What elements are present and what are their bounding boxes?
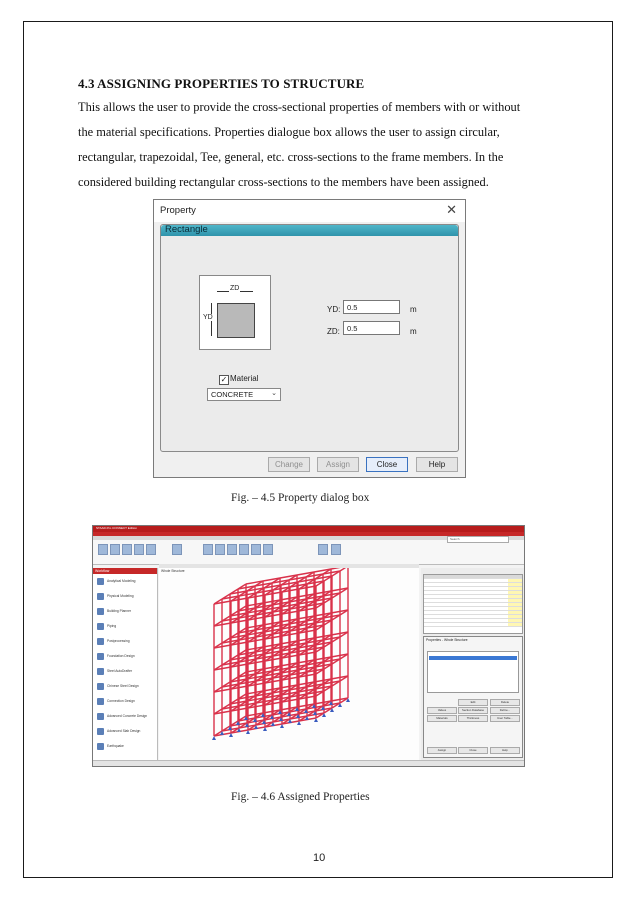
- page-number: 10: [313, 852, 326, 864]
- rectangle-section-shape: [217, 303, 255, 338]
- tool-icon[interactable]: [239, 544, 249, 555]
- selected-property-row[interactable]: [429, 656, 517, 660]
- delete-button[interactable]: Delete: [490, 699, 520, 706]
- sidebar-item[interactable]: [95, 591, 155, 603]
- sidebar-item-label: Earthquake: [107, 744, 124, 748]
- tool-icon[interactable]: [227, 544, 237, 555]
- section-heading: 4.3 ASSIGNING PROPERTIES TO STRUCTURE: [78, 76, 365, 91]
- tool-icon[interactable]: [263, 544, 273, 555]
- material-select-value: CONCRETE: [211, 390, 254, 399]
- material-cell: [508, 587, 522, 590]
- tool-icon[interactable]: [146, 544, 156, 555]
- material-label: Material: [230, 374, 259, 383]
- tool-icon[interactable]: [172, 544, 182, 555]
- staad-screenshot: [92, 525, 525, 767]
- tool-icon[interactable]: [251, 544, 261, 555]
- sidebar-item[interactable]: [95, 651, 155, 663]
- sidebar-item-label: Analytical Modeling: [107, 579, 136, 583]
- values-button[interactable]: Values: [427, 707, 457, 714]
- define-button[interactable]: Define...: [490, 707, 520, 714]
- model-viewport[interactable]: [159, 568, 419, 760]
- workflow-icon: [97, 743, 104, 750]
- material-cell: [508, 599, 522, 602]
- material-cell: [508, 607, 522, 610]
- tool-icon[interactable]: [110, 544, 120, 555]
- workflow-icon: [97, 623, 104, 630]
- yd-field[interactable]: 0.5: [343, 300, 400, 314]
- materials-button[interactable]: Materials: [427, 715, 457, 722]
- workflow-icon: [97, 593, 104, 600]
- tool-icon[interactable]: [318, 544, 328, 555]
- sidebar-item[interactable]: [95, 666, 155, 678]
- material-cell: [508, 583, 522, 586]
- material-cell: [508, 591, 522, 594]
- yd-unit: m: [410, 305, 417, 314]
- user-table-button[interactable]: User Table...: [490, 715, 520, 722]
- window-title: STAAD.Pro CONNECT Edition: [96, 526, 137, 530]
- zd-dimension-label: ZD: [230, 285, 240, 292]
- sidebar-item[interactable]: [95, 696, 155, 708]
- close-icon[interactable]: ✕: [446, 202, 457, 217]
- sidebar-item-label: Advanced Slab Design: [107, 729, 141, 733]
- workflow-icon: [97, 608, 104, 615]
- sidebar-item[interactable]: [95, 681, 155, 693]
- assign-button[interactable]: Assign: [427, 747, 457, 754]
- section-paragraph: [78, 95, 540, 195]
- material-cell: [508, 579, 522, 582]
- sidebar-item-label: Piping: [107, 624, 117, 628]
- sidebar-item-label: Steel AutoDrafter: [107, 669, 133, 673]
- dialog-titlebar: [154, 200, 465, 222]
- tool-icon[interactable]: [331, 544, 341, 555]
- close-button[interactable]: Close: [458, 747, 488, 754]
- tool-icon[interactable]: [98, 544, 108, 555]
- workflow-icon: [97, 728, 104, 735]
- yd-dimension-label: YD: [203, 314, 213, 321]
- yd-field-label: YD:: [327, 305, 341, 314]
- workflow-icon: [97, 668, 104, 675]
- sidebar-item-label: Postprocessing: [107, 639, 130, 643]
- thickness-button[interactable]: Thickness: [458, 715, 488, 722]
- zd-field[interactable]: 0.5: [343, 321, 400, 335]
- sidebar-item-label: Foundation Design: [107, 654, 135, 658]
- paragraph-line: rectangular, trapezoidal, Tee, general, etc. cross-sections to the frame members. In the: [78, 150, 504, 164]
- sidebar-item-label: Connection Design: [107, 699, 135, 703]
- properties-dialog: [423, 636, 523, 758]
- figure-caption: Fig. – 4.5 Property dialog box: [231, 492, 370, 504]
- frame-member: [340, 568, 348, 571]
- viewport-title: Whole Structure: [161, 569, 185, 573]
- change-button[interactable]: Change: [268, 457, 310, 472]
- section-diagram: [199, 275, 271, 350]
- edit-button[interactable]: Edit: [458, 699, 488, 706]
- member-property-table: [423, 574, 523, 634]
- sidebar-item-label: Physical Modeling: [107, 594, 134, 598]
- paragraph-line: considered building rectangular cross-sections to the members have been assigned.: [78, 175, 489, 189]
- structure-model-drawing: [159, 568, 419, 760]
- workflow-icon: [97, 578, 104, 585]
- zd-unit: m: [410, 327, 417, 336]
- property-dialog: [153, 199, 466, 478]
- material-cell: [508, 611, 522, 614]
- ribbon-toolbar: [93, 540, 524, 565]
- paragraph-line: This allows the user to provide the cross-sectional properties of members with or without: [78, 100, 521, 114]
- sidebar-item[interactable]: [95, 636, 155, 648]
- sidebar-item-label: Building Planner: [107, 609, 132, 613]
- properties-dialog-title: Properties - Whole Structure: [426, 638, 468, 642]
- support-marker: [212, 736, 216, 740]
- sidebar-item[interactable]: [95, 726, 155, 738]
- dialog-title: Property: [160, 205, 196, 216]
- workflow-sidebar: [93, 568, 158, 760]
- search-input[interactable]: Search: [447, 536, 509, 543]
- sidebar-item[interactable]: [95, 621, 155, 633]
- properties-pane: [421, 568, 524, 760]
- rectangle-panel: [160, 224, 459, 452]
- tab-rectangle-label: Rectangle: [165, 224, 208, 235]
- workflow-icon: [97, 698, 104, 705]
- material-cell: [508, 619, 522, 622]
- tool-icon[interactable]: [203, 544, 213, 555]
- sidebar-item[interactable]: [95, 711, 155, 723]
- table-row[interactable]: [424, 623, 522, 627]
- workflow-icon: [97, 638, 104, 645]
- status-bar: [93, 760, 524, 767]
- paragraph-line: the material specifications. Properties dialogue box allows the user to assign circular,: [78, 125, 500, 139]
- workflow-icon: [97, 653, 104, 660]
- help-button[interactable]: Help: [416, 457, 458, 472]
- material-cell: [508, 603, 522, 606]
- close-button[interactable]: Close: [366, 457, 408, 472]
- tab-rectangle[interactable]: [161, 225, 458, 236]
- property-list[interactable]: [427, 651, 519, 693]
- workflow-icon: [97, 713, 104, 720]
- help-button[interactable]: Help: [490, 747, 520, 754]
- material-select[interactable]: [207, 388, 281, 401]
- tool-icon[interactable]: [134, 544, 144, 555]
- sidebar-item[interactable]: [95, 741, 155, 753]
- material-cell: [508, 595, 522, 598]
- zd-field-label: ZD:: [327, 327, 340, 336]
- material-cell: [508, 615, 522, 618]
- figure-caption: Fig. – 4.6 Assigned Properties: [231, 791, 370, 803]
- assign-button[interactable]: Assign: [317, 457, 359, 472]
- workflow-icon: [97, 683, 104, 690]
- sidebar-header: Workflow: [93, 568, 157, 574]
- sidebar-item-label: Chinese Steel Design: [107, 684, 139, 688]
- sidebar-item-label: Advanced Concrete Design: [107, 714, 148, 718]
- material-cell: [508, 623, 522, 626]
- tool-icon[interactable]: [215, 544, 225, 555]
- material-checkbox[interactable]: ✓: [220, 375, 228, 384]
- sidebar-item[interactable]: [95, 576, 155, 588]
- chevron-down-icon: ⌄: [271, 390, 277, 397]
- sidebar-item[interactable]: [95, 606, 155, 618]
- tool-icon[interactable]: [122, 544, 132, 555]
- section-database-button[interactable]: Section Database: [458, 707, 488, 714]
